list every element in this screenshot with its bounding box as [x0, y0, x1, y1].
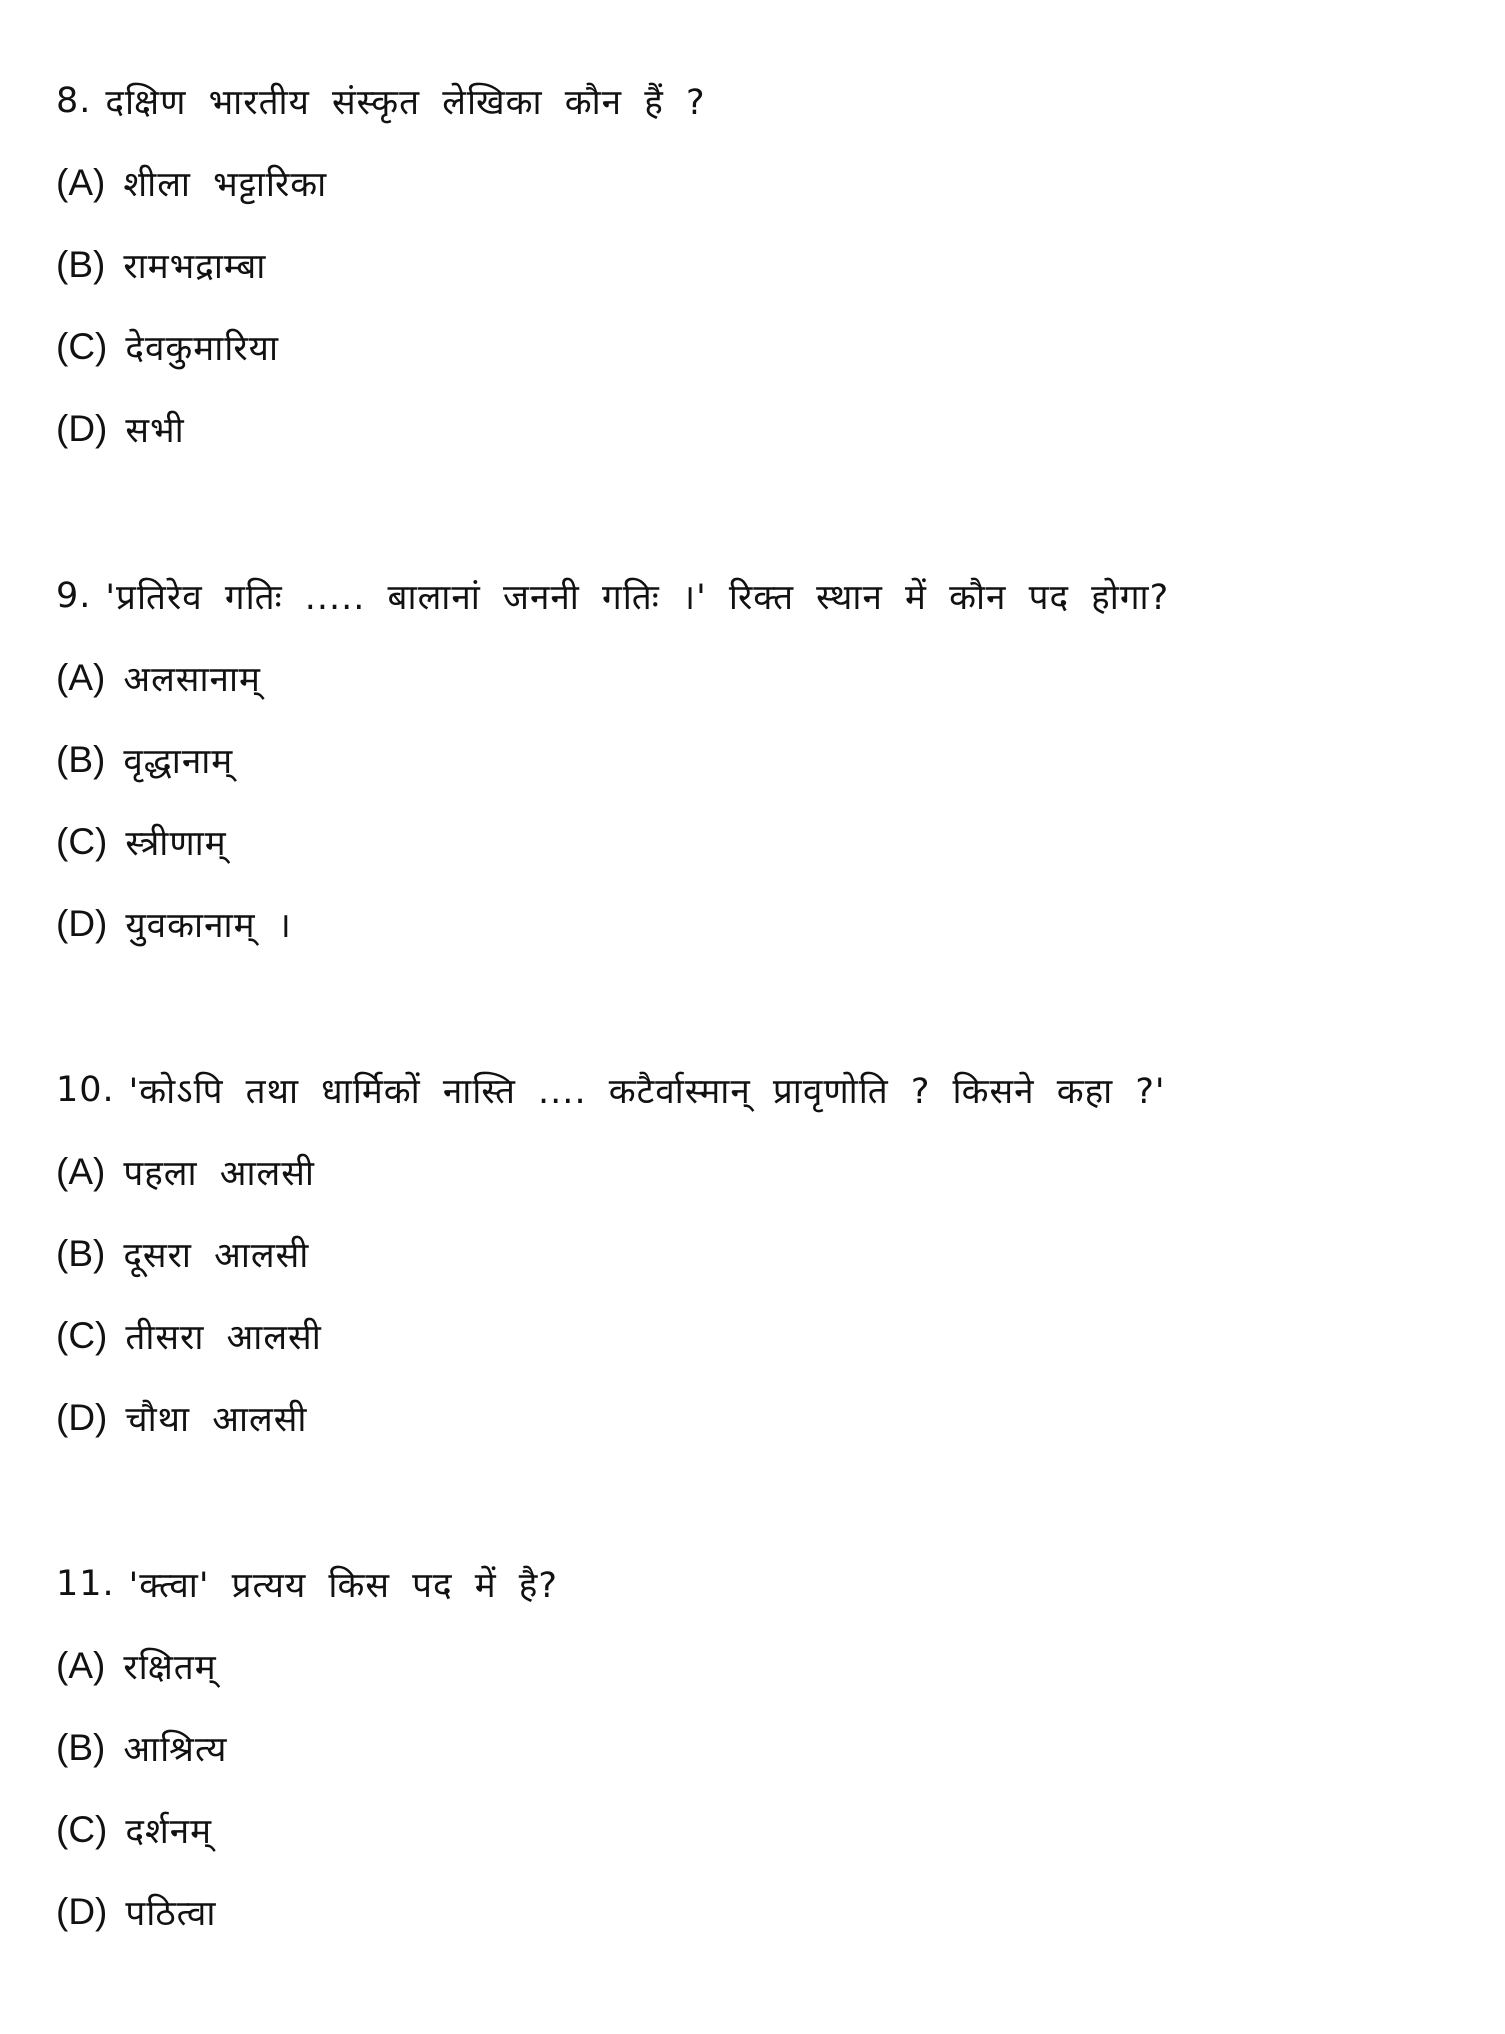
option-label: (B) — [56, 1727, 106, 1768]
option-text: दर्शनम् — [125, 1811, 213, 1852]
option-a — [56, 637, 1456, 719]
question-number: 11. — [56, 1564, 115, 1604]
option-label: (B) — [56, 1233, 106, 1274]
option-d — [56, 388, 1456, 470]
option-label: (A) — [56, 1645, 106, 1686]
option-text: दूसरा आलसी — [123, 1235, 310, 1276]
option-text: रक्षितम् — [123, 1647, 217, 1688]
option-text: युवकानाम् । — [125, 905, 292, 946]
option-c — [56, 306, 1456, 388]
question-text: 'प्रतिरेव गतिः ..... बालानां जननी गतिः ।' रिक्त स्थान में कौन पद होगा? — [105, 577, 1170, 618]
option-text: शीला भट्टारिका — [123, 164, 328, 205]
question-number: 8. — [56, 81, 92, 121]
option-text: रामभद्राम्बा — [123, 246, 267, 287]
option-c — [56, 1789, 1456, 1871]
option-label: (D) — [56, 903, 108, 944]
option-a — [56, 1625, 1456, 1707]
question-stem — [56, 1543, 1456, 1625]
question-9 — [56, 555, 1456, 965]
option-text: पहला आलसी — [123, 1153, 315, 1194]
question-10 — [56, 1049, 1456, 1459]
option-b — [56, 1707, 1456, 1789]
question-stem — [56, 1049, 1456, 1131]
option-text: वृद्धानाम् — [123, 741, 234, 782]
option-text: देवकुमारिया — [125, 328, 280, 369]
option-a — [56, 142, 1456, 224]
option-text: आश्रित्य — [123, 1729, 228, 1770]
question-8 — [56, 60, 1456, 470]
question-text: 'क्त्वा' प्रत्यय किस पद में है? — [128, 1565, 558, 1606]
question-text: 'कोऽपि तथा धार्मिकों नास्ति .... कटैर्वास्मान् प्रावृणोति ? किसने कहा ?' — [128, 1071, 1166, 1112]
question-stem — [56, 60, 1456, 142]
option-label: (D) — [56, 408, 108, 449]
option-text: पठित्वा — [125, 1893, 217, 1934]
option-label: (C) — [56, 326, 108, 367]
option-label: (A) — [56, 162, 106, 203]
option-label: (B) — [56, 244, 106, 285]
option-label: (A) — [56, 657, 106, 698]
question-11 — [56, 1543, 1456, 1953]
option-b — [56, 719, 1456, 801]
option-d — [56, 883, 1456, 965]
option-a — [56, 1131, 1456, 1213]
question-number: 9. — [56, 576, 92, 616]
option-d — [56, 1377, 1456, 1459]
option-label: (C) — [56, 1809, 108, 1850]
option-text: स्त्रीणाम् — [125, 823, 227, 864]
option-label: (B) — [56, 739, 106, 780]
option-text: सभी — [125, 410, 185, 451]
option-label: (D) — [56, 1397, 108, 1438]
option-text: अलसानाम् — [123, 659, 261, 700]
option-text: तीसरा आलसी — [125, 1317, 322, 1358]
option-label: (D) — [56, 1891, 108, 1932]
option-text: चौथा आलसी — [125, 1399, 308, 1440]
question-stem — [56, 555, 1456, 637]
option-label: (A) — [56, 1151, 106, 1192]
option-label: (C) — [56, 821, 108, 862]
question-number: 10. — [56, 1070, 115, 1110]
option-label: (C) — [56, 1315, 108, 1356]
option-b — [56, 224, 1456, 306]
option-c — [56, 801, 1456, 883]
option-d — [56, 1871, 1456, 1953]
option-c — [56, 1295, 1456, 1377]
option-b — [56, 1213, 1456, 1295]
question-text: दक्षिण भारतीय संस्कृत लेखिका कौन हैं ? — [105, 82, 706, 123]
